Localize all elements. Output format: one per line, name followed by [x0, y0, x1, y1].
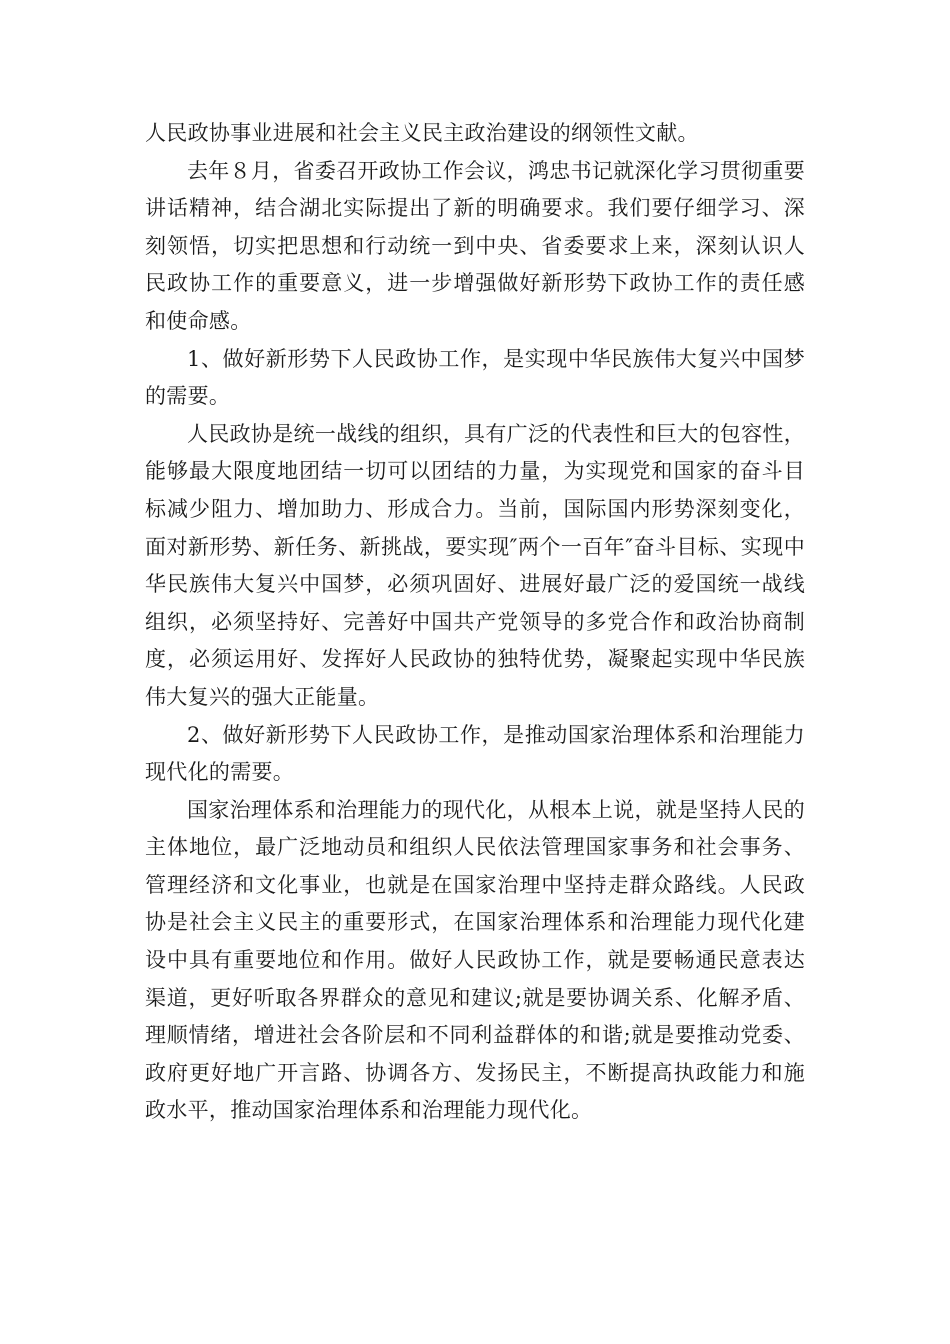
paragraph-united-front: 人民政协是统一战线的组织，具有广泛的代表性和巨大的包容性，能够最大限度地团结一切可以团结的力量，为实现党和国家的奋斗目标减少阻力、增加助力、形成合力。当前，国际国内形势深刻变化，面对新形势、新任务、新挑战，要实现″两个一百年″奋斗目标、实现中华民族伟大复兴中国梦，必须巩固好、进展好最广泛的爱国统一战线组织，必须坚持好、完善好中国共产党领导的多党合作和政治协商制度，必须运用好、发挥好人民政协的独特优势，凝聚起实现中华民族伟大复兴的强大正能量。: [145, 421, 805, 709]
paragraph-governance-modernization: 国家治理体系和治理能力的现代化，从根本上说，就是坚持人民的主体地位，最广泛地动员和组织人民依法管理国家事务和社会事务、管理经济和文化事业，也就是在国家治理中坚持走群众路线。人民政协是社会主义民主的重要形式，在国家治理体系和治理能力现代化建设中具有重要地位和作用。做好人民政协工作，就是要畅通民意表达渠道，更好听取各界群众的意见和建议;就是要协调关系、化解矛盾、理顺情绪，增进社会各阶层和不同利益群体的和谐;就是要推动党委、政府更好地广开言路、协调各方、发扬民主，不断提高执政能力和施政水平，推动国家治理体系和治理能力现代化。: [145, 797, 805, 1123]
paragraph-provincial-meeting: 去年８月，省委召开政协工作会议，鸿忠书记就深化学习贯彻重要讲话精神，结合湖北实际提出了新的明确要求。我们要仔细学习、深刻领悟，切实把思想和行动统一到中央、省委要求上来，深刻认识人民政协工作的重要意义，进一步增强做好新形势下政协工作的责任感和使命感。: [145, 158, 805, 333]
paragraph-continuation: 人民政协事业进展和社会主义民主政治建设的纲领性文献。: [145, 121, 699, 145]
heading-point-1: 1、做好新形势下人民政协工作，是实现中华民族伟大复兴中国梦的需要。: [145, 346, 805, 409]
heading-point-2: 2、做好新形势下人民政协工作，是推动国家治理体系和治理能力现代化的需要。: [145, 722, 805, 785]
document-page: [145, 115, 805, 1130]
